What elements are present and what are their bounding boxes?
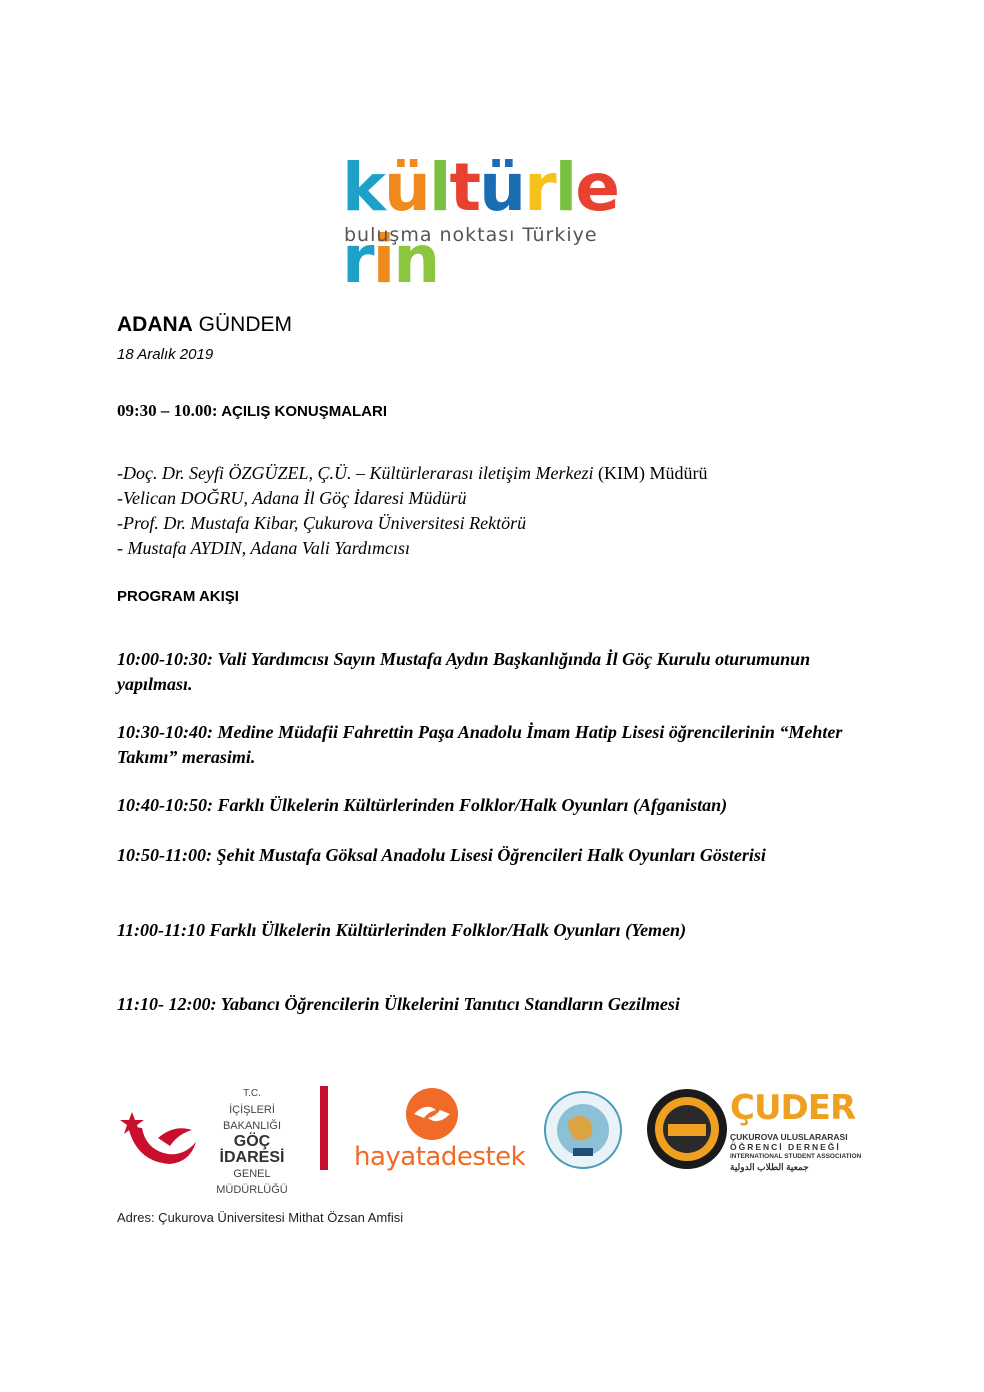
logo-subtitle: buluşma noktası Türkiye xyxy=(344,224,598,246)
logo-letter: k xyxy=(342,149,384,226)
agenda-date: 18 Aralık 2019 xyxy=(117,346,214,363)
hayata-destek-wordmark: hayatadestek xyxy=(354,1142,526,1172)
speaker-item: -Velican DOĞRU, Adana İl Göç İdaresi Müdürü xyxy=(117,488,467,508)
logo-letter: ü xyxy=(383,149,429,226)
kulturlerin-logo xyxy=(342,149,642,298)
cuder-badge-icon xyxy=(646,1088,728,1170)
venue-address: Adres: Çukurova Üniversitesi Mithat Özsan Amfisi xyxy=(117,1210,404,1225)
cuder-wordmark: ÇUDER xyxy=(730,1088,856,1128)
speaker-item: -Doç. Dr. Seyfi ÖZGÜZEL, Ç.Ü. – Kültürlerarası iletişim Merkezi (KIM) Müdürü xyxy=(117,463,708,483)
divider-bar xyxy=(320,1086,328,1170)
program-item: 10:50-11:00: Şehit Mustafa Göksal Anadolu Lisesi Öğrencileri Halk Oyunları Gösterisi xyxy=(117,845,766,865)
hands-icon xyxy=(406,1088,458,1140)
program-item: 11:00-11:10 Farklı Ülkelerin Kültürlerinden Folklor/Halk Oyunları (Yemen) xyxy=(117,920,687,940)
goc-idaresi-text: T.C. İÇİŞLERİ BAKANLIĞI GÖÇ İDARESİ GENEL MÜDÜRLÜĞÜ xyxy=(216,1088,288,1196)
cuder-logo xyxy=(730,1088,862,1172)
logo-letter: r xyxy=(342,221,373,298)
program-item: 10:30-10:40: Medine Müdafii Fahrettin Paşa Anadolu İmam Hatip Lisesi öğrencilerinin “Mehter Takımı” merasimi. xyxy=(117,722,843,767)
logo-letter: n xyxy=(393,221,439,298)
program-item: 11:10- 12:00: Yabancı Öğrencilerin Ülkelerini Tanıtıcı Standların Gezilmesi xyxy=(117,994,680,1014)
agenda-title: ADANA GÜNDEM xyxy=(117,313,292,336)
cuder-subtitle: ÇUKUROVA ULUSLARARASI ÖĞRENCİ DERNEĞİ INTERNATIONAL STUDENT ASSOCIATION جمعية الطلاب الدولية xyxy=(730,1132,862,1172)
kim-globe-icon xyxy=(543,1090,623,1170)
goc-idaresi-logo xyxy=(118,1078,333,1196)
hayata-destek-logo xyxy=(354,1084,526,1174)
program-item: 10:00-10:30: Vali Yardımcısı Sayın Mustafa Aydın Başkanlığında İl Göç Kurulu oturumunun yapılması. xyxy=(117,649,811,694)
logo-letter: e xyxy=(575,149,619,226)
sponsor-logos xyxy=(118,1078,868,1196)
speaker-item: -Prof. Dr. Mustafa Kibar, Çukurova Üniversitesi Rektörü xyxy=(117,513,527,533)
speaker-list xyxy=(117,461,708,561)
logo-letter: t xyxy=(449,149,480,226)
logo-letter: r xyxy=(524,149,555,226)
program-item: 10:40-10:50: Farklı Ülkelerin Kültürlerinden Folklor/Halk Oyunları (Afganistan) xyxy=(117,795,728,815)
logo-letter: l xyxy=(554,149,576,226)
logo-letter: l xyxy=(428,149,450,226)
program-title: PROGRAM AKIŞI xyxy=(117,588,239,605)
crescent-star-bird-icon xyxy=(118,1084,200,1174)
opening-heading: 09:30 – 10.00: AÇILIŞ KONUŞMALARI xyxy=(117,401,388,420)
speaker-item: - Mustafa AYDIN, Adana Vali Yardımcısı xyxy=(117,538,411,558)
logo-letter: i xyxy=(372,221,394,298)
logo-letter: ü xyxy=(479,149,525,226)
